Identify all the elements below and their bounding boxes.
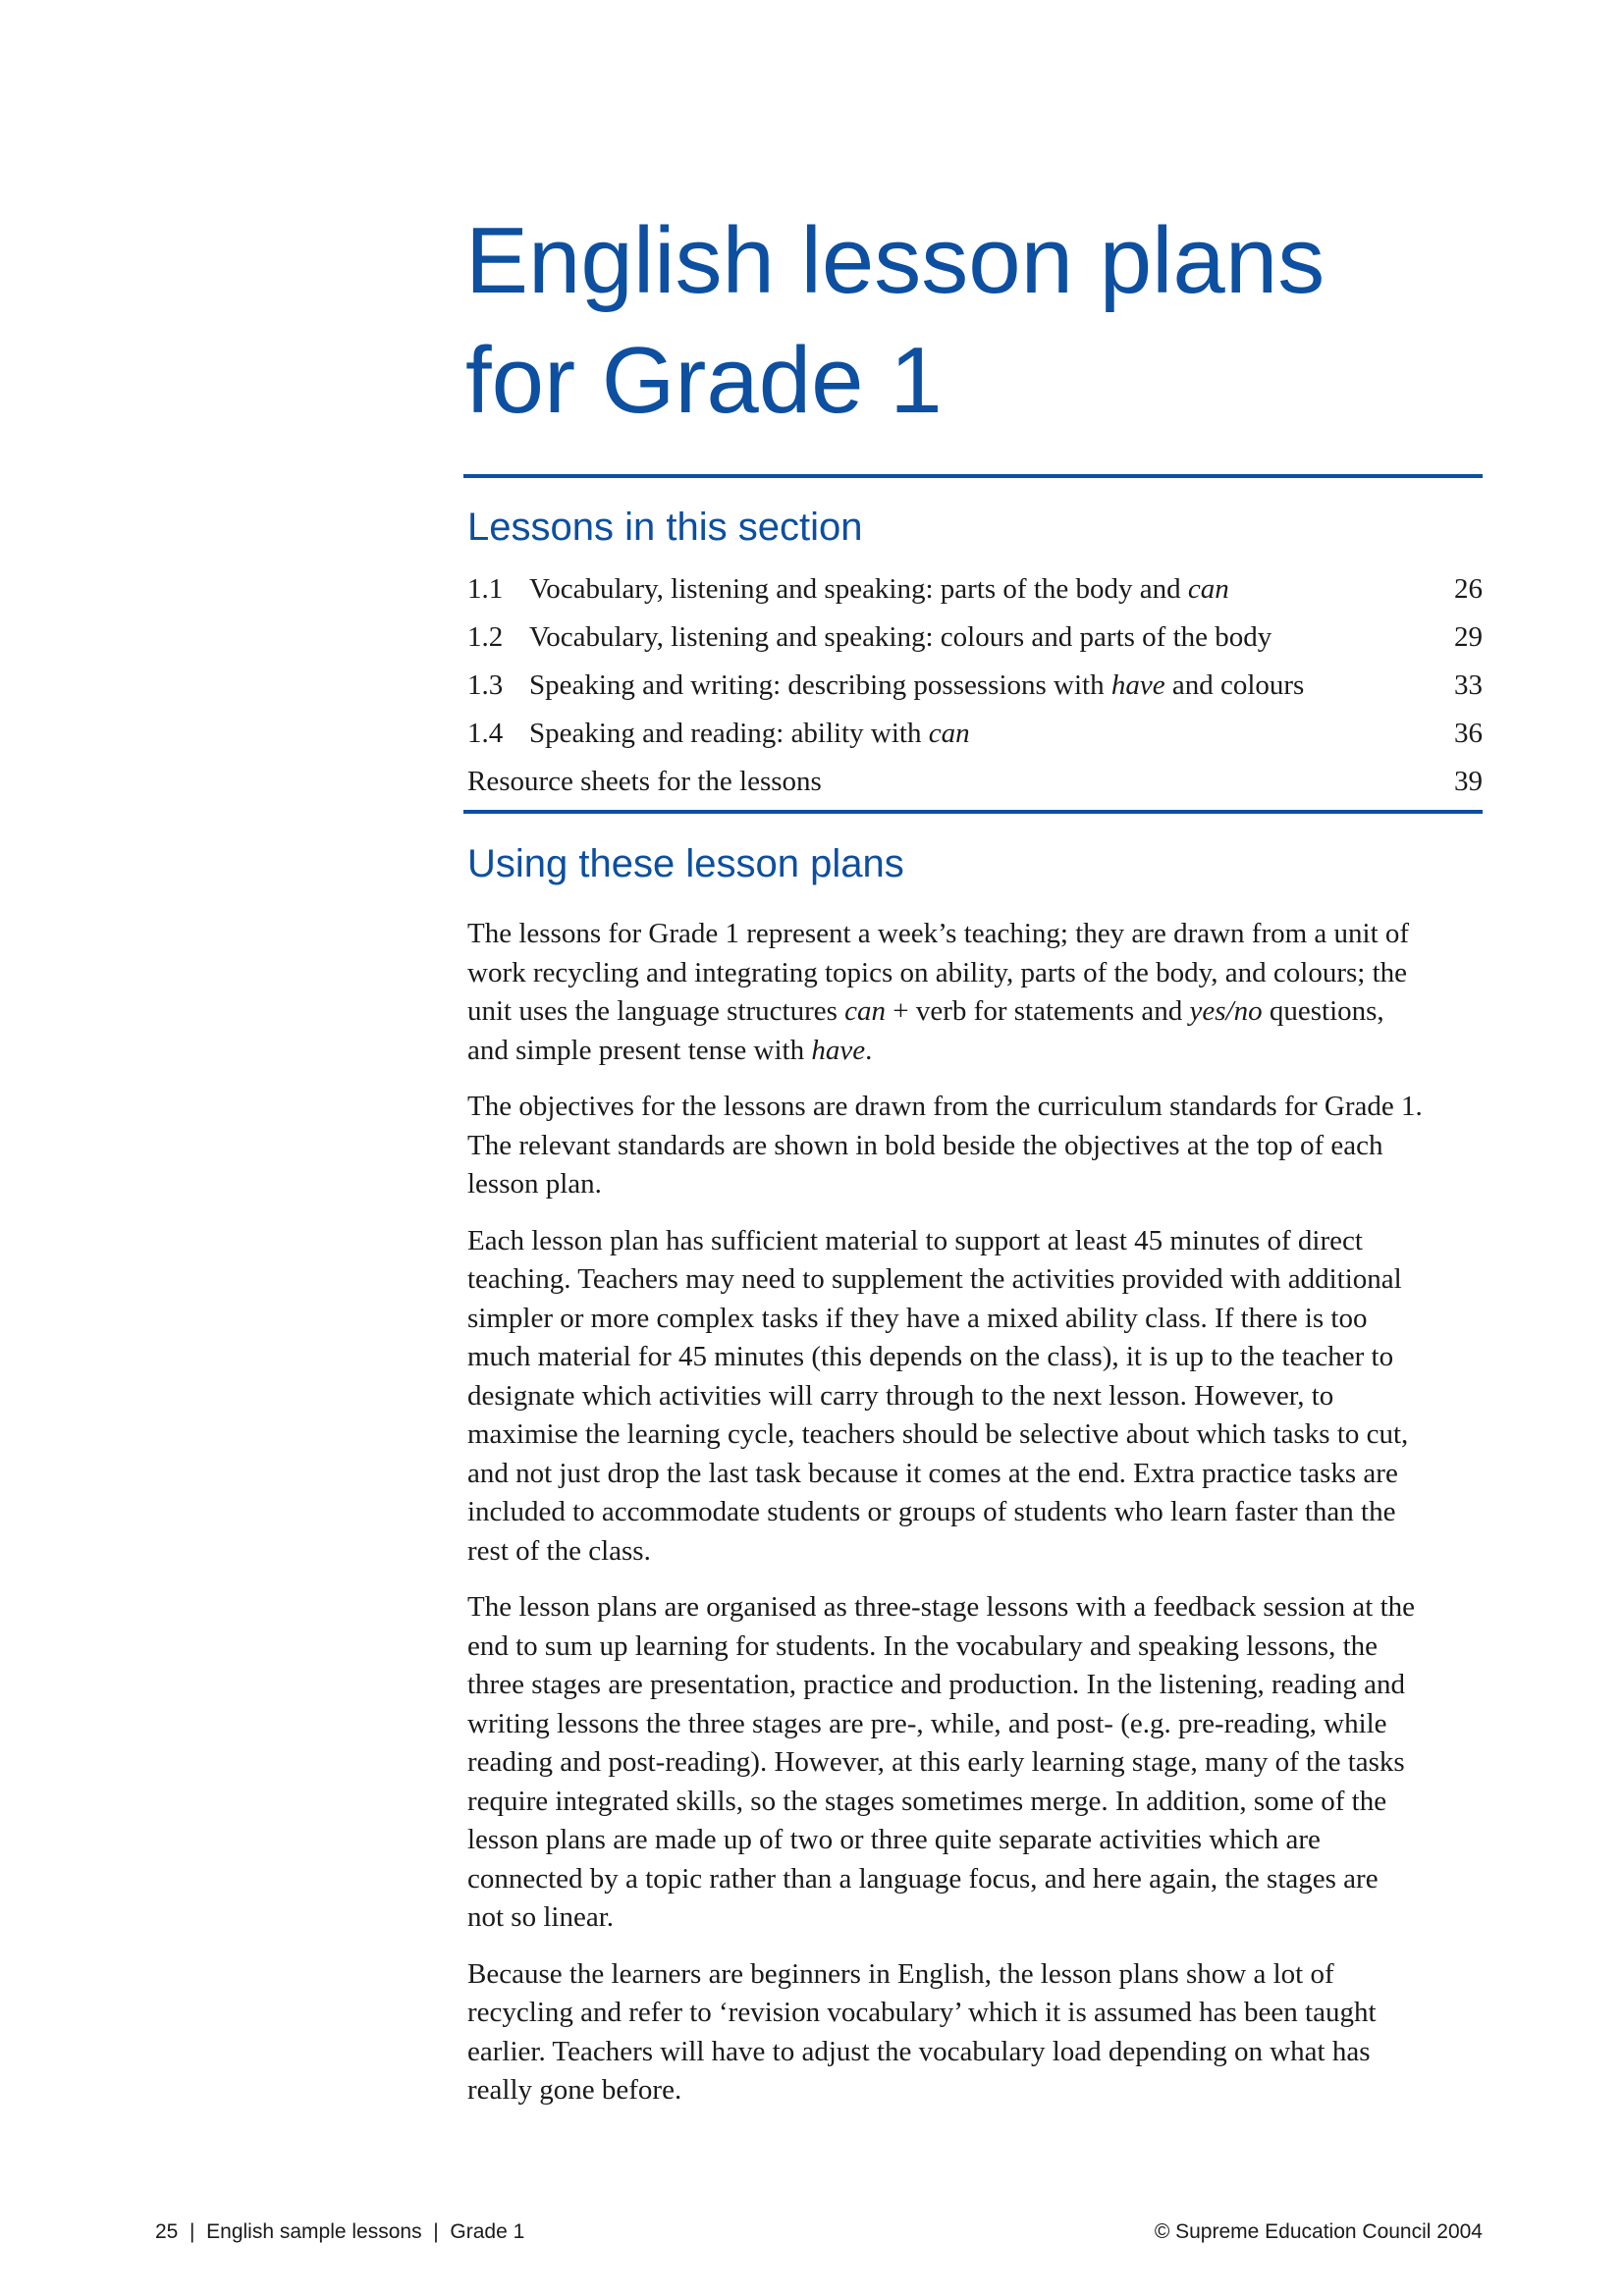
footer-copyright: © Supreme Education Council 2004 <box>1154 2220 1483 2243</box>
toc-item-resources[interactable] <box>467 758 1483 806</box>
page-title <box>465 201 1496 441</box>
paragraph-3: Each lesson plan has sufficient material to support at least 45 minutes of direct teaching. Teachers may need to supplement the activities provided with additional simpler or more complex tasks if they have a mixed ability class. If there is too much material for 45 minutes (this depends on the class), it is up to the teacher to designate which activities will carry through to the next lesson. However, to maximise the learning cycle, teachers should be selective about which tasks to cut, and not just drop the last task because it comes at the end. Extra practice tasks are included to accommodate students or groups of students who learn faster than the rest of the class. <box>467 1224 1409 1567</box>
toc-item-number: 1.1 <box>467 573 504 605</box>
toc-item-1-1[interactable] <box>467 565 1483 614</box>
bottom-divider <box>463 810 1483 814</box>
paragraph-1: The lessons for Grade 1 represent a week’s teaching; they are drawn from a unit of work recycling and integrating topics on ability, parts of the body, and colours; the unit uses the language structures can + verb for statements and yes/no questions, and simple present tense with have. <box>467 918 1410 1066</box>
toc-item-number: 1.3 <box>467 669 504 701</box>
toc-item-1-3[interactable] <box>467 662 1483 710</box>
paragraph-2: The objectives for the lessons are drawn from the curriculum standards for Grade 1. The relevant standards are shown in bold beside the objectives at the top of each lesson plan. <box>467 1091 1423 1200</box>
lessons-table-of-contents <box>467 565 1483 806</box>
toc-item-page: 29 <box>1454 621 1483 653</box>
toc-item-number: 1.2 <box>467 621 504 653</box>
using-section-heading: Using these lesson plans <box>467 842 904 885</box>
toc-item-title: Speaking and writing: describing possessions with have and colours <box>529 669 1305 701</box>
toc-item-title: Speaking and reading: ability with can <box>529 718 970 749</box>
using-section-body <box>467 915 1488 2128</box>
toc-item-page: 36 <box>1454 718 1483 749</box>
toc-resources-label: Resource sheets for the lessons <box>467 766 822 797</box>
toc-item-1-2[interactable] <box>467 614 1483 662</box>
toc-item-title: Vocabulary, listening and speaking: colours and parts of the body <box>529 621 1272 653</box>
toc-item-1-4[interactable] <box>467 710 1483 758</box>
lessons-section-heading: Lessons in this section <box>467 506 863 549</box>
page-title-line-2: for Grade 1 <box>465 328 943 433</box>
paragraph-4: The lesson plans are organised as three-stage lessons with a feedback session at the end to sum up learning for students. In the vocabulary and speaking lessons, the three stages are presentation, practice and production. In the listening, reading and writing lessons the three stages are pre-, while, and post- (e.g. pre-reading, while reading and post-reading). However, at this early learning stage, many of the tasks require integrated skills, so the stages sometimes merge. In addition, some of the lesson plans are made up of two or three quite separate activities which are connected by a topic rather than a language focus, and here again, the stages are not so linear. <box>467 1591 1416 1933</box>
toc-item-number: 1.4 <box>467 718 504 749</box>
toc-item-page: 33 <box>1454 669 1483 701</box>
paragraph-5: Because the learners are beginners in English, the lesson plans show a lot of recycling and refer to ‘revision vocabulary’ which it is assumed has been taught earlier. Teachers will have to adjust the vocabulary load depending on what has really gone before. <box>467 1957 1377 2106</box>
top-divider <box>463 474 1483 478</box>
page-title-line-1: English lesson plans <box>465 208 1325 313</box>
toc-item-page: 26 <box>1454 573 1483 605</box>
footer-page-info: 25 | English sample lessons | Grade 1 <box>155 2220 525 2243</box>
toc-item-title: Vocabulary, listening and speaking: parts of the body and can <box>529 573 1229 605</box>
toc-resources-page: 39 <box>1454 766 1483 797</box>
